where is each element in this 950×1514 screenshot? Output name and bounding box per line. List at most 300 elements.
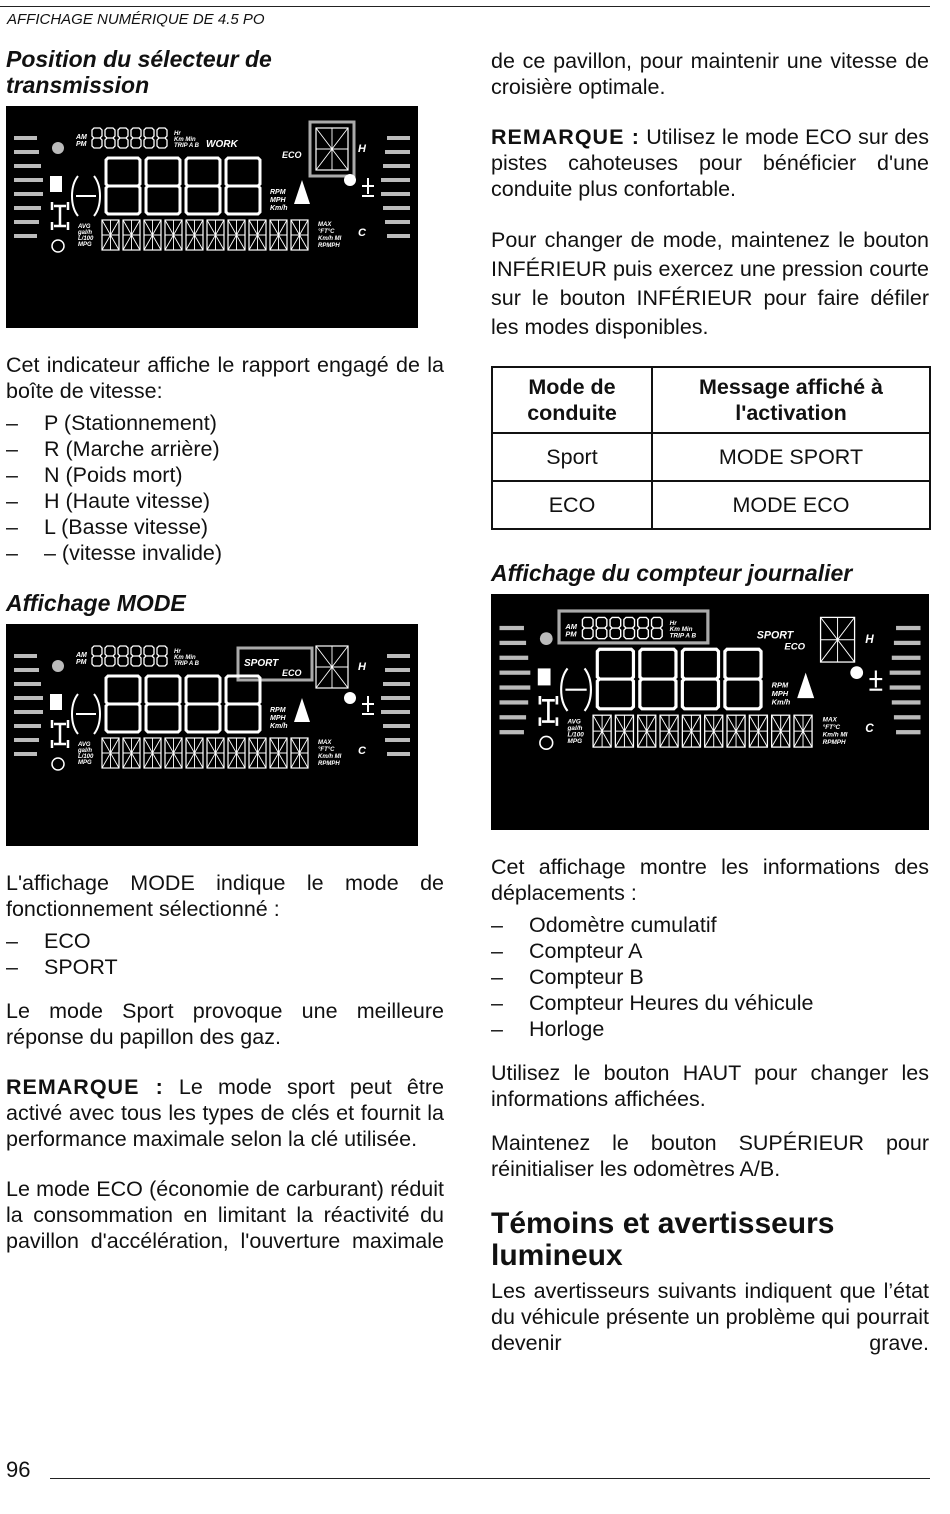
max-label: MAX [318, 222, 332, 228]
alphanumeric-cell [144, 220, 161, 250]
table-header: Message affiché à l'activation [652, 367, 930, 433]
alphanumeric-cell [727, 715, 745, 747]
list-item: – SPORT [6, 954, 444, 980]
running-header: AFFICHAGE NUMÉRIQUE DE 4.5 PO [7, 11, 265, 28]
list-item: – N (Poids mort) [6, 462, 444, 488]
segment-outline [144, 128, 154, 148]
cell-strokes [291, 220, 308, 250]
warnings-heading-line1: Témoins et avertisseurs [491, 1207, 835, 1240]
segment-outline [131, 646, 141, 666]
km-min-label: Km Min [174, 655, 196, 661]
alphanumeric-cell [102, 220, 119, 250]
eco-label: ECO [282, 150, 302, 160]
avg-label: AVG [78, 224, 91, 230]
modes-table [491, 366, 931, 530]
cell-strokes [638, 715, 656, 747]
segment-outline [610, 617, 621, 638]
left-gauge-bar [500, 626, 524, 630]
seven-segment-digit [105, 128, 115, 148]
alphanumeric-cell [207, 738, 224, 768]
seven-segment-digit [106, 676, 140, 732]
segment-outline [638, 617, 649, 638]
alphanumeric-cell [615, 715, 633, 747]
cell-strokes [727, 715, 745, 747]
segment-outline [106, 158, 140, 214]
rpmph-label: RPMPH [822, 738, 846, 746]
seven-segment-digit [186, 158, 220, 214]
haut-paragraph: Utilisez le bouton HAUT pour changer les informations affichées. [491, 1061, 929, 1111]
right-gauge-bar [894, 715, 921, 719]
left-gauge-bar [14, 206, 41, 210]
cell-strokes [270, 738, 287, 768]
right-gauge-bar [387, 654, 410, 658]
header-rule [0, 6, 930, 7]
left-gauge-bar [14, 738, 39, 742]
fuel-pump-icon [50, 176, 62, 192]
cold-label: C [865, 722, 874, 736]
left-gauge-bar [500, 685, 531, 689]
cell-strokes [772, 715, 790, 747]
alphanumeric-cell [186, 220, 203, 250]
footer-rule [50, 1478, 930, 1479]
right-gauge-bar [385, 738, 410, 742]
cell-strokes [821, 617, 855, 662]
mph-label: MPH [270, 715, 286, 722]
warnings-heading [491, 1208, 929, 1272]
left-gauge-bar [14, 654, 37, 658]
cell-strokes [102, 220, 119, 250]
left-gauge-bar [14, 136, 37, 140]
left-gauge-bar [14, 164, 41, 168]
cell-strokes [316, 646, 348, 688]
segment-outline [92, 646, 102, 666]
mph-label: MPH [270, 197, 286, 204]
list-item: – P (Stationnement) [6, 410, 444, 436]
cell-strokes [316, 128, 348, 170]
list-item: – L (Basse vitesse) [6, 514, 444, 540]
right-gauge-bar [385, 220, 410, 224]
left-gauge-bar [14, 710, 43, 714]
alphanumeric-cell [316, 128, 348, 170]
kmh-label: Km/h [270, 723, 288, 730]
table-header-row [492, 367, 930, 433]
avg-label: AVG [567, 718, 581, 726]
kmh-mi-label: Km/h MI [318, 754, 342, 760]
seven-segment-digit [118, 646, 128, 666]
eco-label: ECO [784, 641, 806, 653]
mpg-label: MPG [78, 760, 92, 766]
indicator-ring-icon [52, 240, 64, 252]
alphanumeric-cell [749, 715, 767, 747]
seatbelt-icon [294, 180, 310, 204]
right-gauge-bar [896, 626, 920, 630]
cell-strokes [186, 220, 203, 250]
cell-strokes [615, 715, 633, 747]
alphanumeric-cell [249, 738, 266, 768]
am-label: AM [76, 134, 87, 141]
segment-outline [652, 617, 663, 638]
temp-unit-label: °FT°C [318, 229, 335, 235]
four-wheel-drive-icon [52, 720, 68, 748]
eco-note [491, 124, 929, 202]
rpm-label: RPM [771, 680, 789, 690]
segment-outline [144, 646, 154, 666]
table-row [492, 481, 930, 529]
segment-outline [682, 649, 718, 709]
alphanumeric-cell [102, 738, 119, 768]
alphanumeric-cell [682, 715, 700, 747]
lcd-display-trip [491, 594, 929, 830]
seven-segment-digit [106, 158, 140, 214]
sport-label: SPORT [756, 629, 794, 642]
left-gauge-bar [500, 656, 529, 660]
eco-label: ECO [282, 668, 302, 678]
gal-h-label: gal/h [78, 748, 93, 754]
alphanumeric-cell [165, 220, 182, 250]
right-gauge-bar [896, 730, 920, 734]
alphanumeric-cell [291, 738, 308, 768]
segment-outline [131, 128, 141, 148]
mpg-label: MPG [567, 737, 583, 745]
sport-note [6, 1074, 444, 1152]
kmh-label: Km/h [270, 205, 288, 212]
left-gauge-bar [14, 178, 43, 182]
alphanumeric-cell [123, 220, 140, 250]
alphanumeric-cell [821, 617, 855, 662]
temp-unit-label: °FT°C [822, 724, 841, 732]
cell-strokes [228, 738, 245, 768]
table-row [492, 433, 930, 481]
seven-segment-digit [144, 646, 154, 666]
list-item: – Horloge [491, 1016, 929, 1042]
mpg-label: MPG [78, 242, 92, 248]
segment-outline [105, 128, 115, 148]
left-gauge-bar [500, 671, 531, 675]
right-gauge-bar [381, 192, 410, 196]
alphanumeric-cell [794, 715, 812, 747]
alphanumeric-cell [291, 220, 308, 250]
hr-label: Hr [174, 131, 181, 137]
warnings-paragraph: Les avertisseurs suivants indiquent que l’état du véhicule présente un problème qui pourrait devenir grave. [491, 1279, 929, 1355]
table-cell: MODE ECO [652, 481, 930, 529]
list-item: – Compteur Heures du véhicule [491, 990, 929, 1016]
gal-h-label: gal/h [567, 725, 583, 733]
left-gauge-bar [14, 192, 43, 196]
cold-label: C [358, 745, 366, 757]
right-gauge-bar [892, 700, 921, 704]
gal-h-label: gal/h [78, 230, 93, 236]
segment-outline [725, 649, 761, 709]
transmission-paragraph: Cet indicateur affiche le rapport engagé de la boîte de vitesse: [6, 353, 444, 403]
table-header: Mode de conduite [492, 367, 652, 433]
table-cell: MODE SPORT [652, 433, 930, 481]
cell-strokes [794, 715, 812, 747]
cell-strokes [207, 220, 224, 250]
segment-outline [118, 128, 128, 148]
transmission-heading [6, 46, 444, 98]
cell-strokes [144, 738, 161, 768]
right-gauge-bar [387, 752, 410, 756]
gear-list [6, 410, 444, 566]
segment-outline [106, 676, 140, 732]
cell-strokes [123, 738, 140, 768]
fuel-pump-icon [50, 694, 62, 710]
left-gauge-bar [14, 234, 37, 238]
list-item: – H (Haute vitesse) [6, 488, 444, 514]
mode-paragraph: L'affichage MODE indique le mode de fonctionnement sélectionné : [6, 871, 444, 921]
eco-paragraph: Le mode ECO (économie de carburant) réduit la consommation en limitant la réactivité du pavillon d'accélération, l'ouverture maximale [6, 1177, 444, 1253]
seven-segment-digit [624, 617, 635, 638]
page-number: 96 [6, 1457, 31, 1482]
left-gauge-bar [14, 682, 41, 686]
hot-label: H [865, 632, 874, 646]
list-item: – – (vitesse invalide) [6, 540, 444, 566]
rpmph-label: RPMPH [318, 761, 340, 767]
alphanumeric-cell [660, 715, 678, 747]
list-item: – Compteur B [491, 964, 929, 990]
seven-segment-digit [226, 158, 260, 214]
seven-segment-digit [105, 646, 115, 666]
seven-segment-digit [186, 676, 220, 732]
right-gauge-bar [892, 656, 921, 660]
cell-strokes [270, 220, 287, 250]
right-gauge-bar [385, 668, 410, 672]
left-gauge-bar [14, 724, 41, 728]
lcd-graphic [491, 594, 929, 830]
kmh-mi-label: Km/h MI [822, 731, 848, 739]
kmh-mi-label: Km/h MI [318, 236, 342, 242]
seven-segment-digit [638, 617, 649, 638]
seven-segment-digit [652, 617, 663, 638]
right-gauge-bar [387, 136, 410, 140]
sport-label: SPORT [244, 658, 279, 669]
alphanumeric-cell [249, 220, 266, 250]
cell-strokes [144, 220, 161, 250]
four-wheel-drive-icon [52, 202, 68, 230]
segment-outline [226, 676, 260, 732]
right-gauge-bar [387, 234, 410, 238]
differential-icon [72, 694, 100, 734]
pm-label: PM [565, 629, 577, 639]
left-gauge-bar [500, 700, 529, 704]
left-gauge-bar [500, 715, 527, 719]
cell-strokes [705, 715, 723, 747]
segment-outline [582, 617, 593, 638]
alphanumeric-cell [228, 738, 245, 768]
segment-outline [186, 158, 220, 214]
alphanumeric-cell [270, 220, 287, 250]
differential-icon [72, 176, 100, 216]
sport-paragraph: Le mode Sport provoque une meilleure réponse du papillon des gaz. [6, 999, 444, 1049]
cell-strokes [228, 220, 245, 250]
seven-segment-digit [118, 128, 128, 148]
trip-list [491, 912, 929, 1042]
left-gauge-bar [14, 668, 39, 672]
seven-segment-digit [725, 649, 761, 709]
segment-outline [640, 649, 676, 709]
hr-label: Hr [174, 649, 181, 655]
table-cell: ECO [492, 481, 652, 529]
lcd-display-mode [6, 624, 418, 846]
right-gauge-bar [383, 724, 410, 728]
cell-strokes [749, 715, 767, 747]
trip-paragraph: Cet affichage montre les informations des déplacements : [491, 855, 929, 905]
right-gauge-bar [383, 164, 410, 168]
left-gauge-bar [14, 696, 43, 700]
right-gauge-bar [381, 178, 410, 182]
pm-label: PM [76, 141, 87, 148]
alphanumeric-cell [638, 715, 656, 747]
note-label: REMARQUE : [6, 1075, 164, 1099]
right-gauge-bar [381, 710, 410, 714]
trip-ab-label: TRIP A B [174, 143, 199, 149]
temp-unit-label: °FT°C [318, 747, 335, 753]
coolant-temp-icon [362, 178, 374, 196]
alphanumeric-cell [144, 738, 161, 768]
segment-outline [146, 158, 180, 214]
cell-strokes [123, 220, 140, 250]
rpm-label: RPM [270, 707, 286, 714]
am-label: AM [565, 622, 577, 632]
list-item: – ECO [6, 928, 444, 954]
coolant-temp-icon [869, 671, 882, 690]
alphanumeric-cell [593, 715, 611, 747]
seatbelt-icon [294, 698, 310, 722]
seven-segment-digit [144, 128, 154, 148]
alphanumeric-cell [165, 738, 182, 768]
note-text: Utilisez le mode ECO sur des pistes cahoteuses pour bénéficier d'une conduite plus confortable. [491, 125, 929, 201]
seven-segment-digit [226, 676, 260, 732]
seven-segment-digit [610, 617, 621, 638]
cell-strokes [102, 738, 119, 768]
hot-label: H [358, 143, 366, 155]
segment-outline [105, 646, 115, 666]
max-label: MAX [822, 716, 837, 724]
segment-outline [186, 676, 220, 732]
alphanumeric-cell [207, 220, 224, 250]
note-text: Le mode sport peut être activé avec tous les types de clés et fournit la performance maximale selon la clé utilisée. [6, 1075, 444, 1151]
rpmph-label: RPMPH [318, 243, 340, 249]
left-gauge-bar [14, 752, 37, 756]
trip-ab-label: TRIP A B [669, 632, 697, 640]
seven-segment-digit [92, 128, 102, 148]
indicator-ring-icon [540, 736, 553, 749]
segment-outline [118, 646, 128, 666]
right-column [491, 48, 929, 1356]
seatbelt-icon [797, 673, 814, 699]
cell-strokes [186, 738, 203, 768]
segment-outline [157, 128, 167, 148]
engine-warning-icon [850, 666, 863, 679]
cell-strokes [660, 715, 678, 747]
note-label: REMARQUE : [491, 125, 640, 149]
indicator-dot-icon [52, 660, 64, 672]
alphanumeric-cell [123, 738, 140, 768]
four-wheel-drive-icon [540, 696, 557, 726]
avg-label: AVG [78, 742, 91, 748]
work-label: WORK [206, 139, 238, 150]
fuel-pump-icon [538, 668, 551, 685]
km-min-label: Km Min [174, 137, 196, 143]
differential-icon [561, 668, 591, 711]
l100-label: L/100 [78, 236, 94, 242]
segment-outline [597, 649, 633, 709]
alphanumeric-cell [705, 715, 723, 747]
left-gauge-bar [14, 150, 39, 154]
max-label: MAX [318, 740, 332, 746]
transmission-heading-line2: transmission [6, 72, 150, 98]
warnings-heading-line2: lumineux [491, 1239, 623, 1272]
engine-warning-icon [344, 692, 356, 704]
cell-strokes [682, 715, 700, 747]
seven-segment-digit [682, 649, 718, 709]
cell-strokes [249, 220, 266, 250]
segment-outline [624, 617, 635, 638]
table-cell: Sport [492, 433, 652, 481]
left-gauge-bar [14, 220, 39, 224]
am-label: AM [76, 652, 87, 659]
hr-label: Hr [669, 619, 677, 627]
list-item: – Odomètre cumulatif [491, 912, 929, 938]
seven-segment-digit [146, 676, 180, 732]
alphanumeric-cell [186, 738, 203, 768]
cold-label: C [358, 227, 366, 239]
trip-ab-label: TRIP A B [174, 661, 199, 667]
seven-segment-digit [92, 646, 102, 666]
seven-segment-digit [131, 128, 141, 148]
list-item: – R (Marche arrière) [6, 436, 444, 462]
left-column [6, 46, 444, 1254]
pm-label: PM [76, 659, 87, 666]
alphanumeric-cell [270, 738, 287, 768]
left-gauge-bar [500, 641, 527, 645]
trip-heading: Affichage du compteur journalier [491, 560, 853, 586]
reset-paragraph: Maintenez le bouton SUPÉRIEUR pour réinitialiser les odomètres A/B. [491, 1131, 929, 1181]
kmh-label: Km/h [771, 697, 791, 707]
l100-label: L/100 [78, 754, 94, 760]
right-gauge-bar [890, 671, 921, 675]
segment-outline [92, 128, 102, 148]
mode-list [6, 928, 444, 980]
right-gauge-bar [894, 641, 921, 645]
continued-paragraph: de ce pavillon, pour maintenir une vitesse de croisière optimale. [491, 49, 929, 99]
hot-label: H [358, 661, 366, 673]
indicator-dot-icon [52, 142, 64, 154]
seven-segment-digit [597, 649, 633, 709]
seven-segment-digit [131, 646, 141, 666]
lcd-display-transmission [6, 106, 418, 328]
cell-strokes [207, 738, 224, 768]
right-gauge-bar [385, 150, 410, 154]
transmission-heading-line1: Position du sélecteur de [6, 46, 272, 72]
lcd-graphic [6, 624, 418, 846]
right-gauge-bar [383, 682, 410, 686]
seven-segment-digit [596, 617, 607, 638]
alphanumeric-cell [316, 646, 348, 688]
cell-strokes [165, 738, 182, 768]
right-gauge-bar [381, 696, 410, 700]
lcd-graphic [6, 106, 418, 328]
cell-strokes [593, 715, 611, 747]
mph-label: MPH [771, 689, 789, 699]
seven-segment-digit [640, 649, 676, 709]
rpm-label: RPM [270, 189, 286, 196]
indicator-ring-icon [52, 758, 64, 770]
right-gauge-bar [383, 206, 410, 210]
change-mode-paragraph: Pour changer de mode, maintenez le bouton INFÉRIEUR puis exercez une pression courte sur le bouton INFÉRIEUR pour faire défiler les modes disponibles. [491, 228, 929, 339]
mode-heading: Affichage MODE [6, 590, 186, 616]
cell-strokes [249, 738, 266, 768]
